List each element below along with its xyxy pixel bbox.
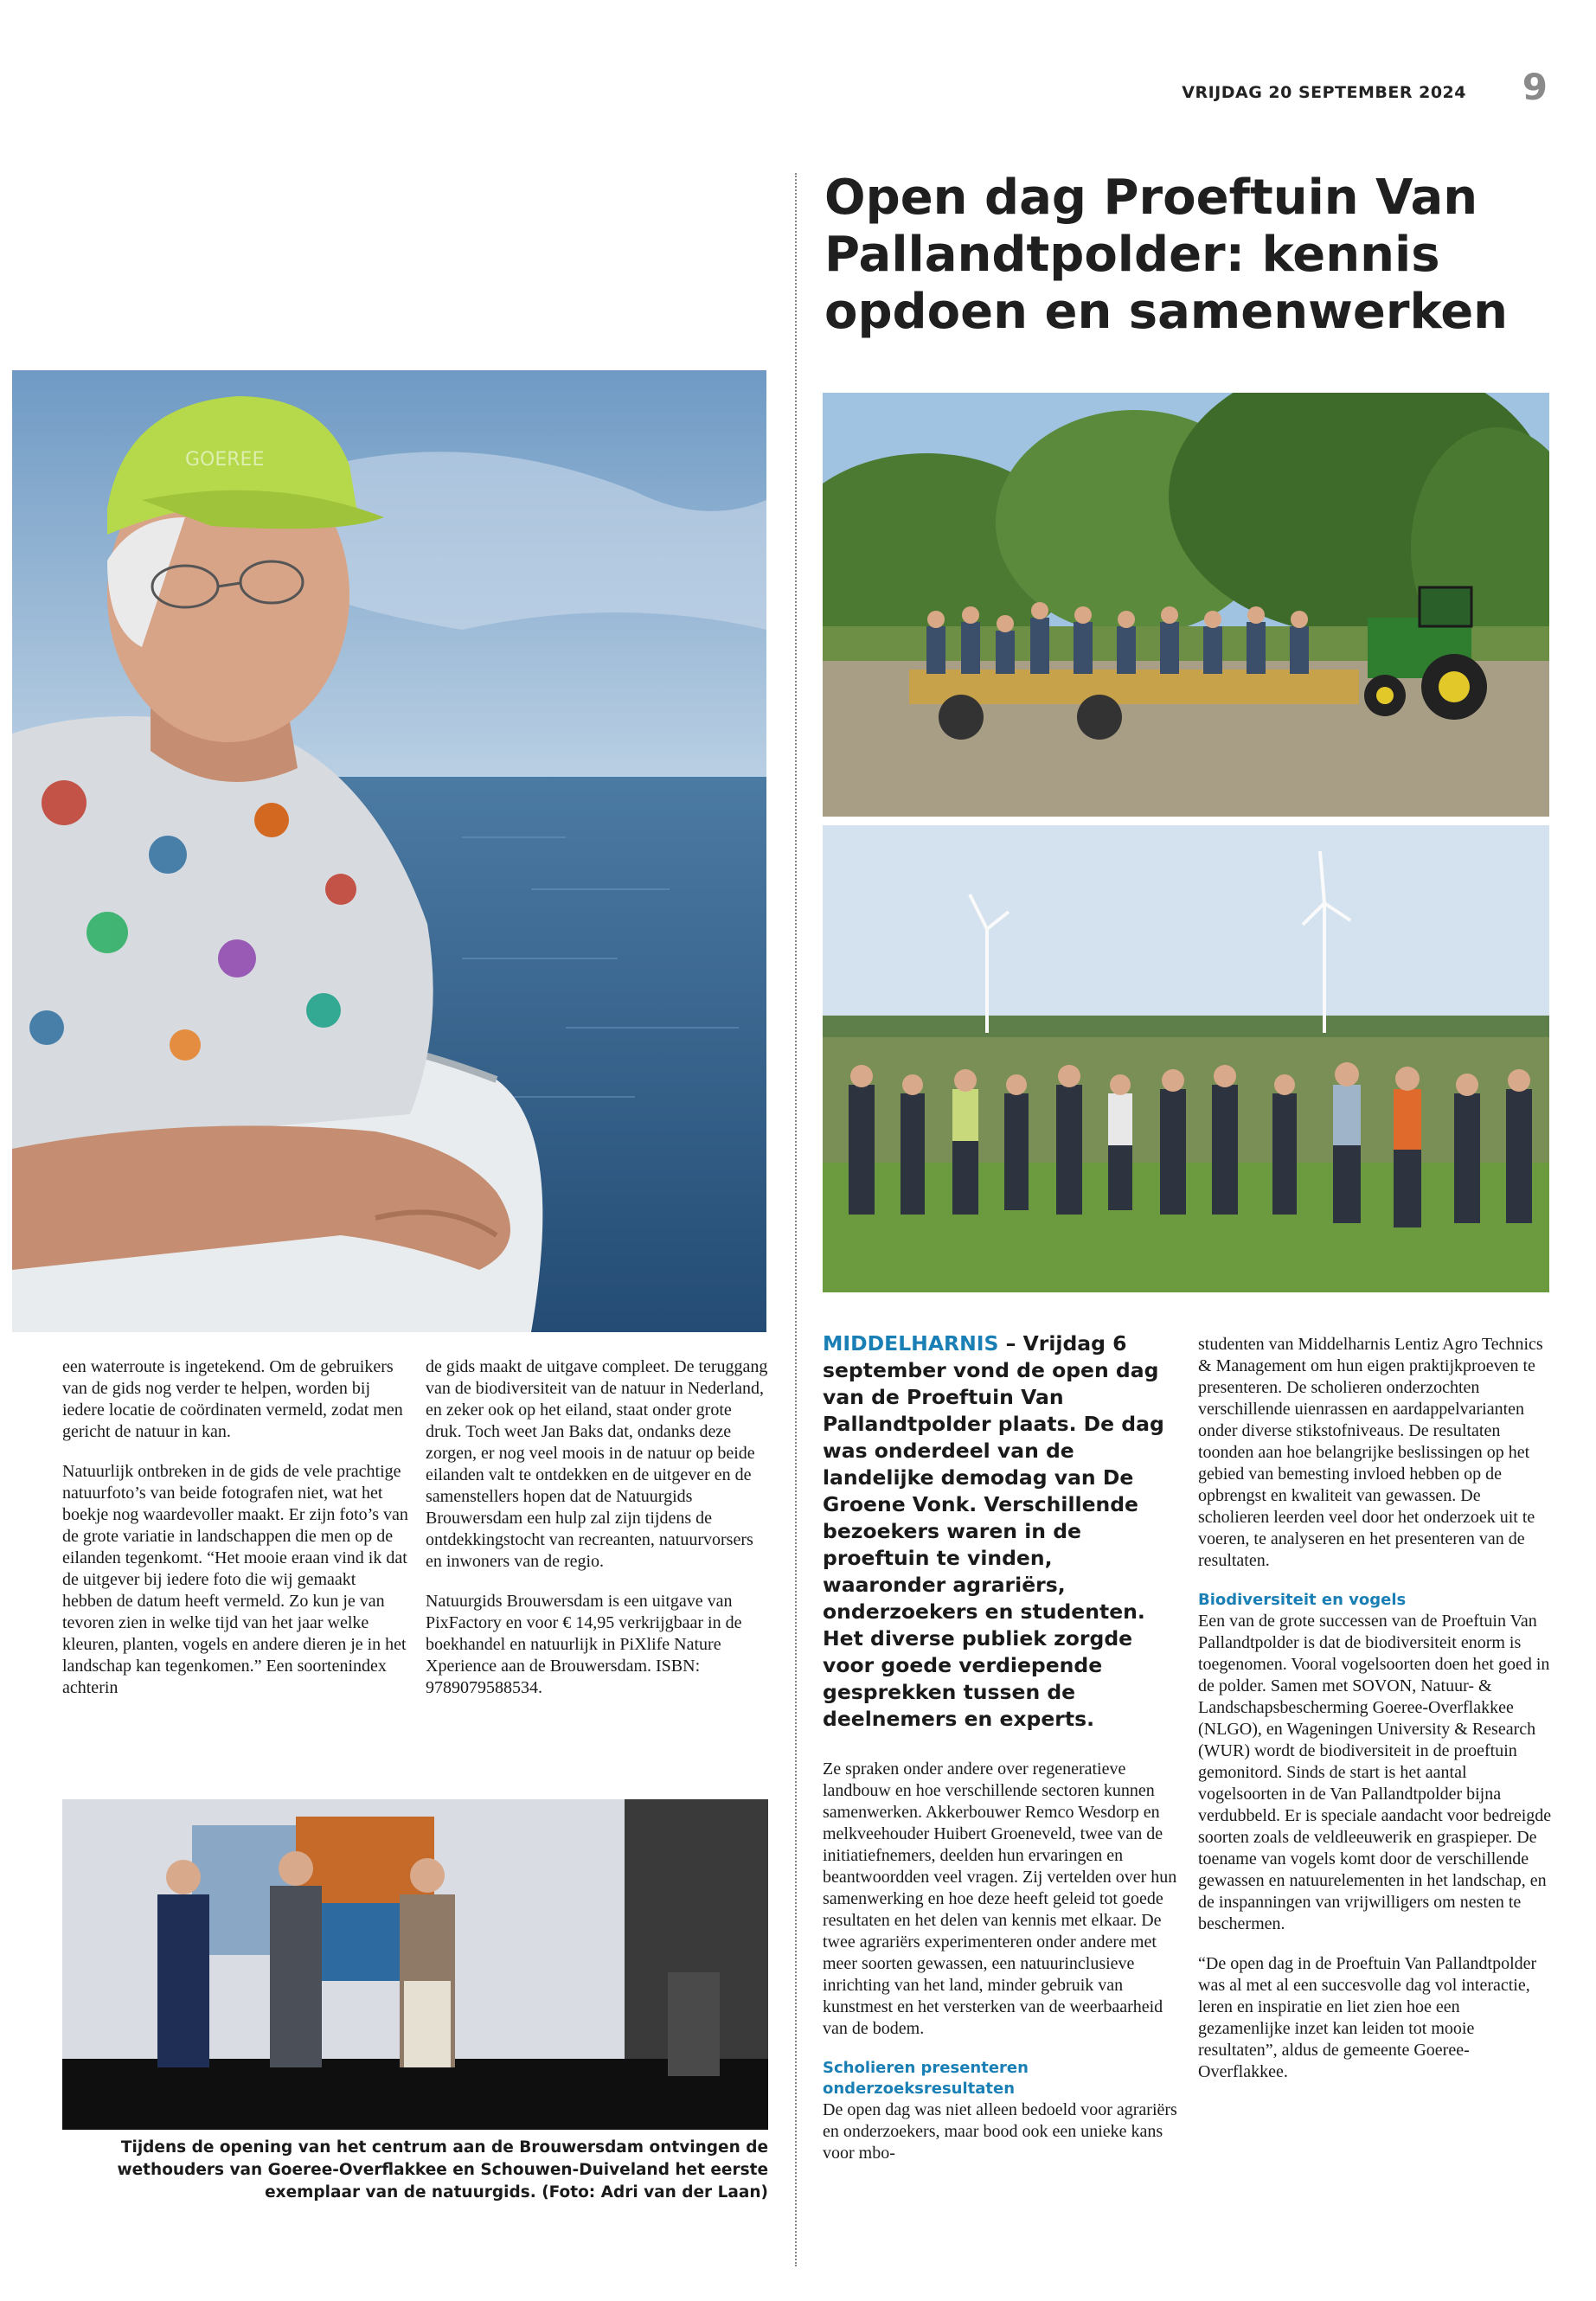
- stage-photo-image: [62, 1799, 768, 2130]
- left-col2-paragraph-2: Natuurgids Brouwersdam is een uitgave van PixFactory en voor € 14,95 verkrijgbaar in de boekhandel en natuurlijk in PiXlife Nature Xperience aan de Brouwersdam. ISBN: 9789079588534.: [426, 1592, 742, 1697]
- left-col1-paragraph-1: een waterroute is ingetekend. Om de gebruikers van de gids nog verder te helpen, worden bij iedere locatie de coördinaten vermeld, zodat men gericht de natuur in kan.: [62, 1357, 403, 1441]
- page-number: 9: [1522, 66, 1548, 108]
- article-quote: “De open dag in de Proeftuin Van Pallandtpolder was al met al een succesvolle dag vol interactie, leren en inspiratie en liet zien hoe een gezamenlijke inzet kan leiden tot mooie resultaten”, aldus de gemeente Goeree-Overflakkee.: [1198, 1954, 1537, 2081]
- subhead-biodiversiteit: Biodiversiteit en vogels: [1198, 1591, 1407, 1609]
- article-lead: [823, 1330, 1177, 1733]
- article-col-1: [823, 1330, 1177, 2182]
- left-article-col-1: [62, 1356, 408, 1717]
- stage-photo-caption: Tijdens de opening van het centrum aan de Brouwersdam ontvingen de wethouders van Goeree-Overflakkee en Schouwen-Duiveland het eerste exemplaar van de natuurgids. (Foto: Adri van der Laan): [117, 2138, 768, 2202]
- article-lead-text: – Vrijdag 6 september vond de open dag van de Proeftuin Van Pallandtpolder plaats. De dag was onderdeel van de landelijke demodag van De Groene Vonk. Verschillende bezoekers waren in de proeftuin te vinden, waaronder agrariërs, onderzoekers en studenten. Het diverse publiek zorgde voor goede verdiepende gesprekken tussen de deelnemers en experts.: [823, 1331, 1164, 1731]
- svg-text:GOEREE: GOEREE: [185, 449, 265, 471]
- article-col-1-body: [823, 1759, 1177, 2164]
- article-col-2: [1198, 1334, 1553, 2101]
- subhead-scholieren: Scholieren presenteren onderzoeksresultaten: [823, 2059, 1029, 2098]
- article-body-2: De open dag was niet alleen bedoeld voor agrariërs en onderzoekers, maar bood ook een unieke kans voor mbo-: [823, 2100, 1177, 2163]
- left-col1-paragraph-2: Natuurlijk ontbreken in de gids de vele prachtige natuurfoto’s van beide fotografen niet, wat het boekje nog waardevoller maakt. Er zijn foto’s van de grote variatie in landschappen die men op de eilanden tegenkomt. “Het mooie eraan vind ik dat de uitgever bij iedere foto die wij gemaakt hebben de datum heeft vermeld. Zo kun je van tevoren zien in welke tijd van het jaar welke kleuren, planten, vogels en andere dieren je in het landschap kan tegenkomen.” Een soortenindex achterin: [62, 1462, 408, 1697]
- article-body-3: studenten van Middelharnis Lentiz Agro Technics & Management om hun eigen praktijkproeven te presenteren. De scholieren onderzochten verschillende uienrassen en aardappelvarianten onder diverse stikstofniveaus. De resultaten toonden aan hoe belangrijke beslissingen op het gebied van bemesting invloed hebben op de opbrengst en kwaliteit van gewassen. De scholieren leerden veel door het onderzoek uit te voeren, te analyseren en het presenteren van de resultaten.: [1198, 1335, 1543, 1570]
- stage-photo: [62, 1799, 768, 2130]
- portrait-photo: [12, 370, 766, 1332]
- left-article-col-2: [426, 1356, 768, 1717]
- article-dateline: MIDDELHARNIS: [823, 1331, 999, 1356]
- article-body-4: Een van de grote successen van de Proeftuin Van Pallandtpolder is dat de biodiversiteit enorm is toegenomen. Vooral vogelsoorten doen het goed in de polder. Samen met SOVON, Natuur- & Landschapsbescherming Goeree-Overflakkee (NLGO), en Wageningen University & Research (WUR) wordt de biodiversiteit in de proeftuin gemonitord. Sinds de start is het aantal vogelsoorten in de Van Pallandtpolder bijna verdubbeld. Er is speciale aandacht voor bedreigde soorten zoals de veldleeuwerik en graspieper. De toename van vogels komt door de verschillende gewassen en natuurelementen in het landschap, en de inspanningen van vrijwilligers om nesten te beschermen.: [1198, 1612, 1552, 1933]
- field-photo-image: [823, 825, 1549, 1292]
- page-date: VRIJDAG 20 SEPTEMBER 2024: [1182, 83, 1466, 102]
- field-photo: [823, 825, 1549, 1292]
- left-col2-paragraph-1: de gids maakt de uitgave compleet. De teruggang van de biodiversiteit van de natuur in Nederland, en zeker ook op het eiland, staat onder grote druk. Toch weet Jan Baks dat, ondanks deze zorgen, er nog veel moois in de natuur op beide eilanden valt te ontdekken en de uitgever en de samenstellers hopen dat de Natuurgids Brouwersdam een hulp zal zijn tijdens de ontdekkingstocht van recreanten, natuurvorsers en inwoners van de regio.: [426, 1357, 768, 1571]
- portrait-photo-image: [12, 370, 766, 1332]
- article-headline: Open dag Proeftuin Van Pallandtpolder: kennis opdoen en samenwerken: [824, 170, 1509, 340]
- column-divider: [795, 173, 797, 2266]
- article-body-1: Ze spraken onder andere over regeneratieve landbouw en hoe verschillende sectoren kunnen samenwerken. Akkerbouwer Remco Wesdorp en melkveehouder Huibert Groeneveld, twee van de initiatiefnemers, deelden hun ervaringen en beantwoordden veel vragen. Zij vertelden over hun samenwerking en hoe deze heeft geleid tot goede resultaten en het delen van kennis met elkaar. De twee agrariërs experimenteren onder andere met meer soorten gewassen, een natuurinclusieve inrichting van het land, minder gebruik van kunstmest en het versterken van de weerbaarheid van de bodem.: [823, 1759, 1177, 2038]
- tractor-photo: [823, 393, 1549, 817]
- tractor-photo-image: [823, 393, 1549, 817]
